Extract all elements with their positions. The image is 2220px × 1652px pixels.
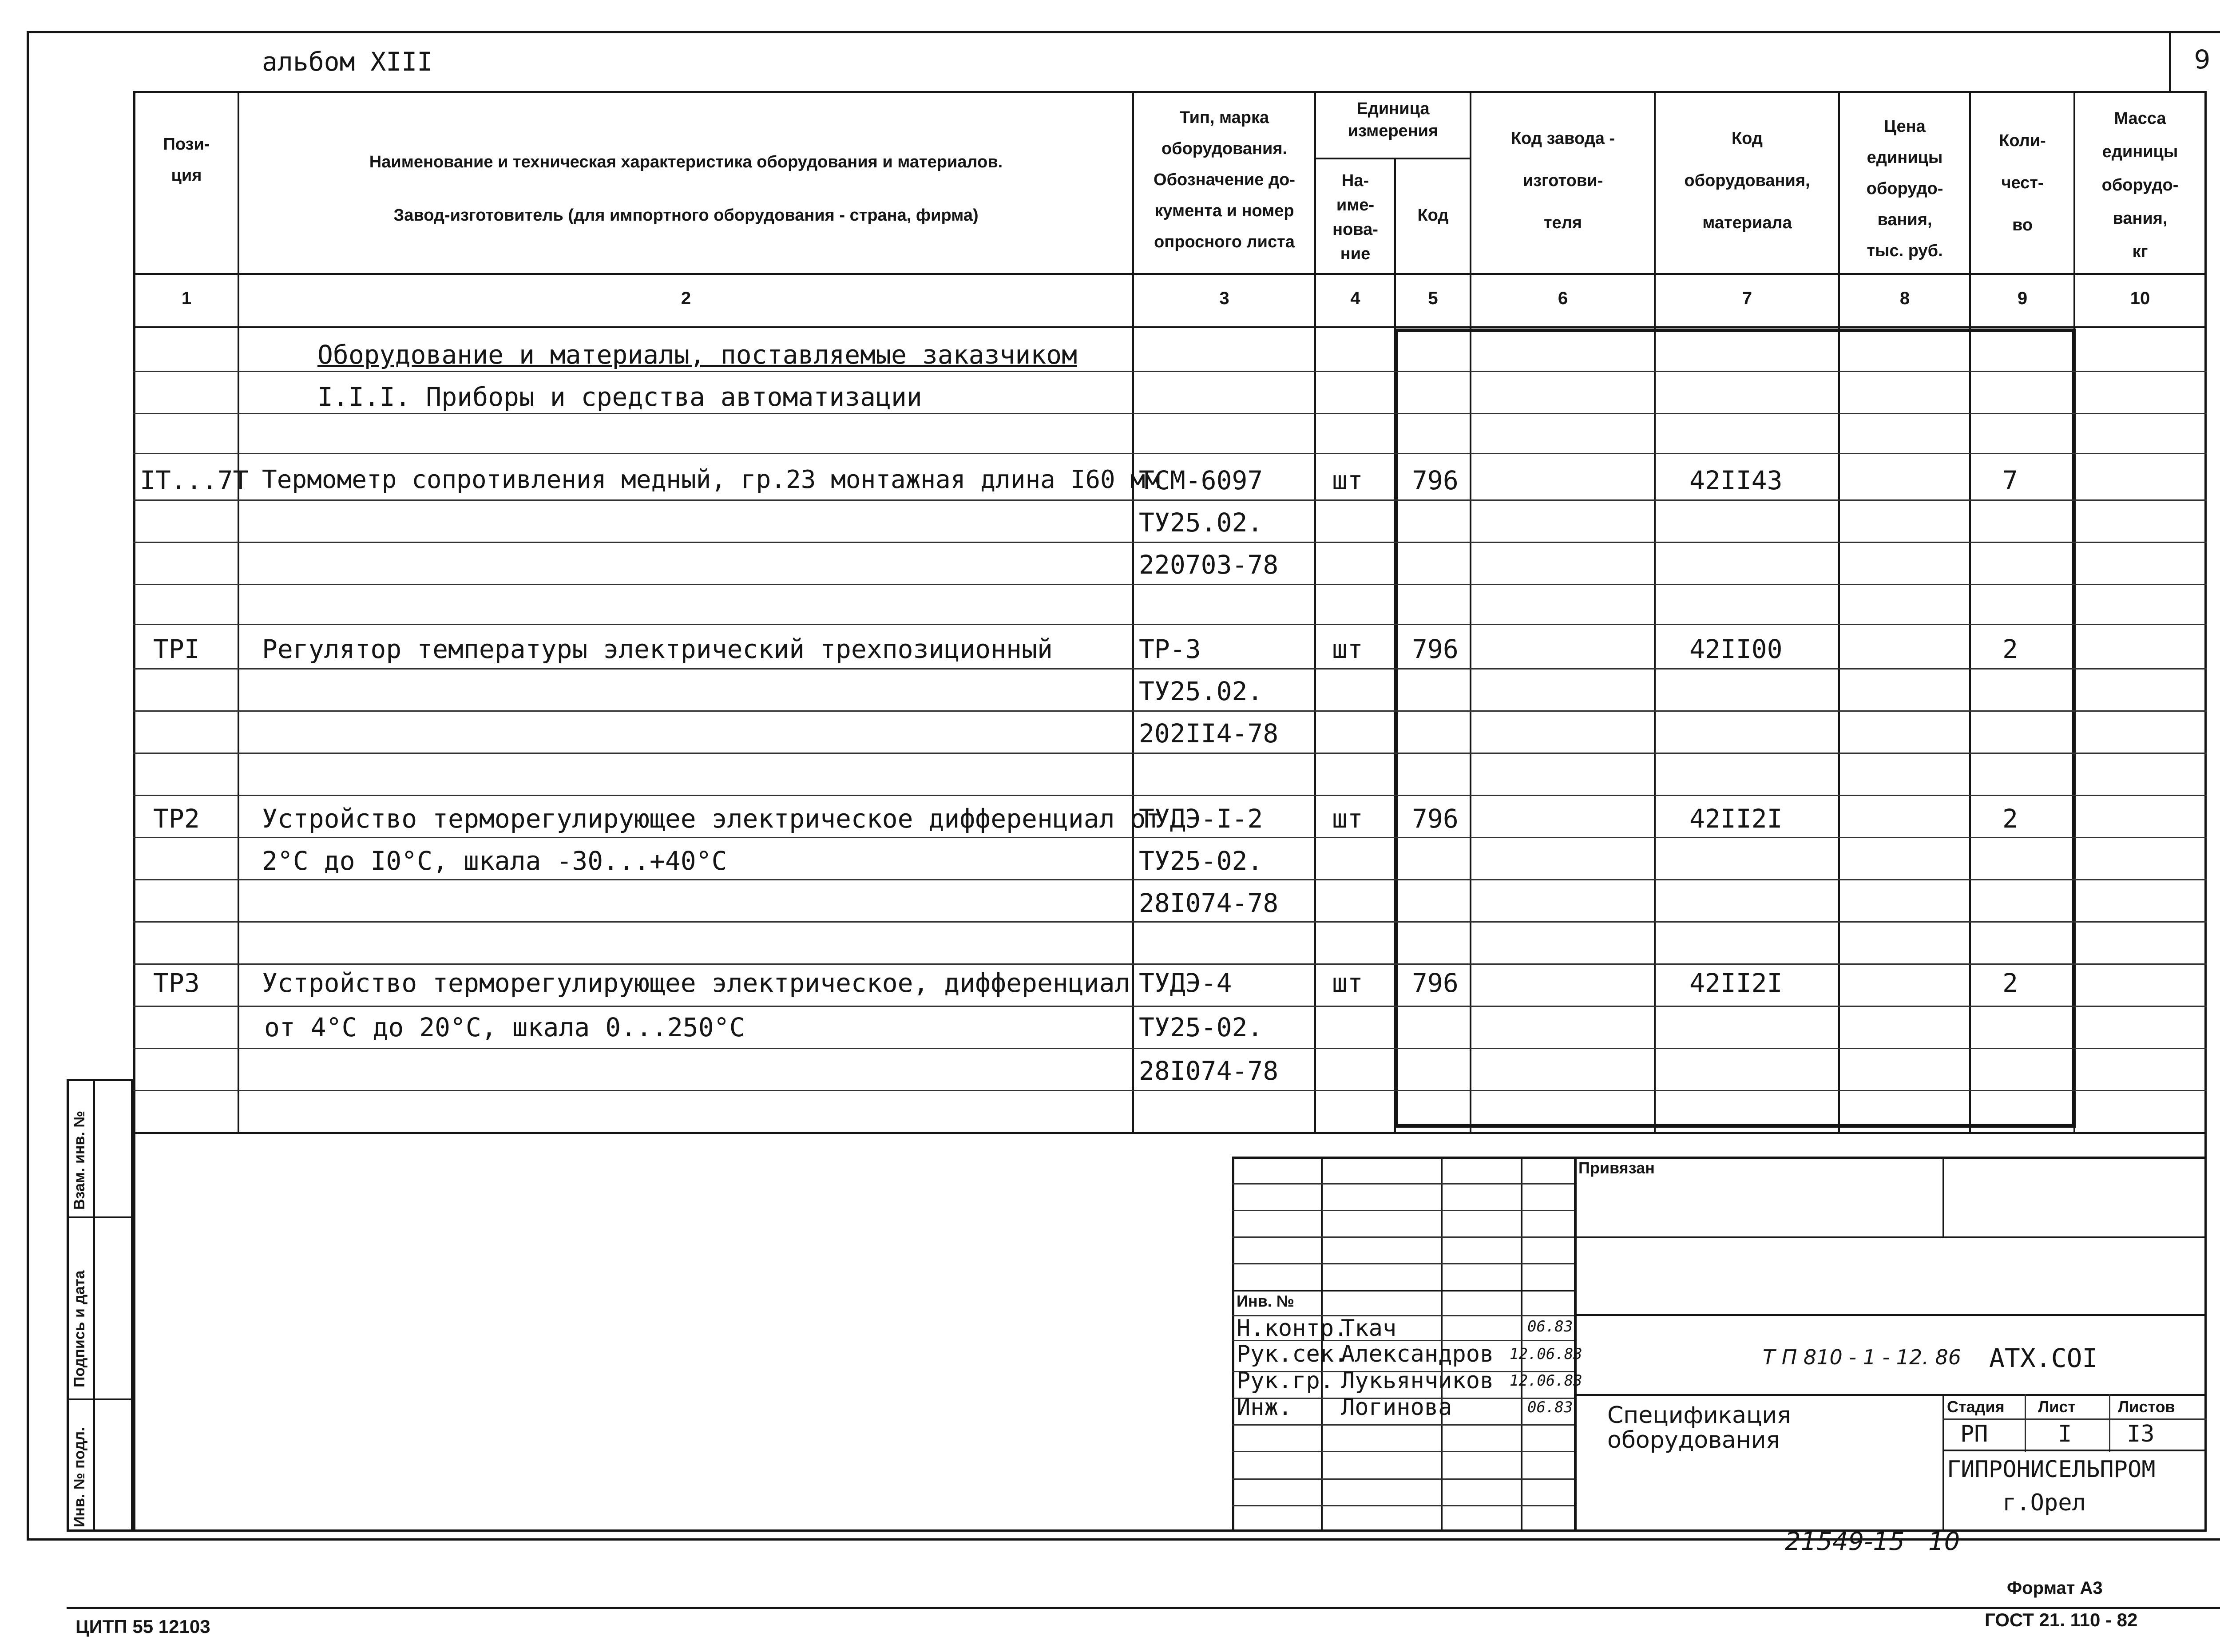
item-position: TPI: [153, 634, 200, 664]
signature-date: 06.83: [1527, 1318, 1573, 1335]
item-qty: 2: [2002, 804, 2018, 834]
item-unit-code: 796: [1412, 968, 1459, 998]
item-name: 2°С до I0°С, шкала -30...+40°С: [262, 846, 727, 876]
tb-hline: [1574, 1236, 2207, 1238]
row-line: [133, 542, 2207, 543]
table-body-bottom: [133, 1132, 2207, 1134]
row-line: [133, 837, 2207, 838]
tb-hline: [1574, 1314, 2207, 1316]
item-qty: 2: [2002, 634, 2018, 664]
unit-group-line: [1314, 158, 1470, 159]
row-line: [133, 1048, 2207, 1049]
row-line: [133, 1006, 2207, 1007]
col-number: 4: [1350, 289, 1360, 308]
signature-date: 12.06.83: [1510, 1345, 1582, 1363]
tb-hline: [1232, 1263, 1574, 1264]
tb-vline: [1942, 1157, 1944, 1236]
row-line: [133, 453, 2207, 454]
sheets-value: I3: [2127, 1421, 2155, 1447]
item-name: Регулятор температуры электрический трехпозиционный: [262, 634, 1053, 664]
signature-role: Рук.сек.: [1237, 1341, 1348, 1367]
page-number-divider: [2169, 31, 2171, 93]
item-qty: 7: [2002, 465, 2018, 495]
item-equip-code: 42II2I: [1689, 804, 1783, 834]
col-number: 9: [2017, 289, 2028, 308]
signature-name: Ткач: [1341, 1315, 1397, 1342]
sheet-label: Лист: [2038, 1398, 2076, 1416]
side-label-inv: Инв. № подл.: [71, 1427, 88, 1527]
item-name: Устройство терморегулирующее электрическое дифференциал от: [262, 804, 1162, 834]
item-unit: шт: [1332, 968, 1363, 998]
tb-vline: [1942, 1394, 1944, 1532]
col-divider-1: [238, 91, 239, 1132]
item-type: ТУ25-02.: [1139, 846, 1263, 876]
side-label-vzam: Взам. инв. №: [71, 1110, 88, 1210]
bottom-rule: [67, 1607, 2220, 1609]
row-line: [133, 795, 2207, 796]
item-position: TP3: [153, 968, 200, 998]
col6-header: Код завода - изготови- теля: [1510, 129, 1615, 232]
tb-hline: [1232, 1451, 1574, 1452]
item-unit: шт: [1332, 804, 1363, 834]
signature-name: Александров: [1341, 1341, 1494, 1367]
tb-hline: [1232, 1210, 1574, 1211]
item-position: IT...7T: [140, 465, 249, 495]
tb-hline: [1574, 1394, 2207, 1396]
item-type: ТУ25.02.: [1139, 676, 1263, 706]
side-stamp-divider: [93, 1079, 95, 1532]
col-number: 5: [1428, 289, 1438, 308]
row-line: [133, 413, 2207, 414]
tb-hline: [1232, 1236, 1574, 1238]
item-equip-code: 42II43: [1689, 465, 1783, 495]
row-line: [133, 921, 2207, 923]
item-position: TP2: [153, 804, 200, 834]
sheet-value: I: [2058, 1421, 2072, 1447]
row-line: [133, 584, 2207, 585]
col-divider-3: [1314, 91, 1316, 1132]
album-label: альбом XIII: [262, 47, 433, 77]
page-number: 9: [2194, 44, 2211, 75]
document-title: Спецификация оборудования: [1607, 1402, 1791, 1454]
item-type: ТСМ-6097: [1139, 465, 1263, 495]
tb-hline: [1232, 1478, 1574, 1480]
item-name: от 4°С до 20°С, шкала 0...250°С: [264, 1012, 745, 1042]
signature-role: Н.контр.: [1237, 1315, 1348, 1342]
item-name: Термометр сопротивления медный, гр.23 монтажная длина I60 мм: [262, 465, 1160, 494]
side-stamp-line: [67, 1216, 133, 1218]
privyazan-label: Привязан: [1578, 1159, 1655, 1177]
stamp-number: 21549-15 10: [1785, 1527, 1960, 1556]
row-line: [133, 499, 2207, 501]
format-label: Формат А3: [2007, 1578, 2103, 1598]
signature-date: 06.83: [1527, 1398, 1573, 1416]
col-number: 8: [1899, 289, 1910, 308]
item-unit-code: 796: [1412, 804, 1459, 834]
tb-vline: [2025, 1394, 2026, 1452]
col7-header: Код оборудования, материала: [1684, 129, 1810, 232]
col5-header: Код: [1417, 206, 1449, 225]
item-unit: шт: [1332, 465, 1363, 495]
col1-header: Пози- ция: [163, 135, 210, 185]
signature-role: Инж.: [1237, 1394, 1292, 1421]
row-line: [133, 963, 2207, 965]
sheet-code: АТХ.СОI: [1989, 1343, 2098, 1373]
col9-header: Коли- чест- во: [1999, 131, 2046, 234]
tb-hline: [1942, 1450, 2207, 1451]
row-line: [133, 879, 2207, 880]
tb-hline: [1232, 1183, 1574, 1185]
item-qty: 2: [2002, 968, 2018, 998]
item-equip-code: 42II2I: [1689, 968, 1783, 998]
thick-region: [1394, 329, 2076, 1128]
col3-header: Тип, марка оборудования. Обозначение до- кумента и номер опросного листа: [1154, 108, 1295, 251]
tb-hline: [1232, 1424, 1574, 1426]
tb-vline: [1574, 1157, 1577, 1532]
tb-hline: [1232, 1505, 1574, 1506]
item-equip-code: 42II00: [1689, 634, 1783, 664]
organization: ГИПРОНИСЕЛЬПРОМ: [1947, 1456, 2156, 1483]
item-type: 28I074-78: [1139, 888, 1279, 918]
col-divider-2: [1132, 91, 1134, 1132]
item-type: 28I074-78: [1139, 1056, 1279, 1086]
city: г.Орел: [2002, 1490, 2086, 1516]
section-title: Оборудование и материалы, поставляемые заказчиком: [317, 340, 1078, 370]
item-name: Устройство терморегулирующее электрическое, дифференциал: [262, 968, 1130, 998]
inv-no-label: Инв. №: [1237, 1292, 1294, 1310]
col2-header: Наименование и техническая характеристика оборудования и материалов. Завод-изготовитель (для импортного оборудования - страна, фирма): [369, 153, 1003, 225]
side-label-podpis: Подпись и дата: [71, 1270, 88, 1387]
item-type: 202II4-78: [1139, 718, 1279, 749]
document-code: Т П 810 - 1 - 12. 86: [1763, 1345, 1961, 1369]
row-line: [133, 753, 2207, 754]
item-type: ТР-3: [1139, 634, 1201, 664]
column-number-line: [133, 326, 2207, 328]
col4-header: На- име- нова- ние: [1332, 171, 1378, 263]
side-stamp-line: [67, 1398, 133, 1400]
col-number: 10: [2130, 289, 2150, 308]
unit-group-header: Единица измерения: [1348, 99, 1439, 140]
stage-label: Стадия: [1947, 1398, 2005, 1416]
item-type: 220703-78: [1139, 550, 1279, 580]
tb-vline: [1521, 1157, 1522, 1532]
col-number: 1: [181, 289, 192, 308]
item-type: ТУ25.02.: [1139, 507, 1263, 538]
signature-date: 12.06.83: [1510, 1372, 1582, 1390]
sheets-label: Листов: [2118, 1398, 2175, 1416]
stage-value: РП: [1960, 1421, 1988, 1447]
tb-hline: [1942, 1418, 2207, 1420]
item-unit-code: 796: [1412, 634, 1459, 664]
item-type: ТУ25-02.: [1139, 1012, 1263, 1042]
row-line: [133, 624, 2207, 625]
tb-vline: [2109, 1394, 2110, 1452]
header-bottom-line: [133, 273, 2207, 275]
item-type: ТУДЭ-I-2: [1139, 804, 1263, 834]
col-number: 7: [1742, 289, 1752, 308]
item-type: ТУДЭ-4: [1139, 968, 1232, 998]
col-number: 2: [681, 289, 691, 308]
col-number: 3: [1219, 289, 1229, 308]
row-line: [133, 668, 2207, 670]
signature-role: Рук.гр.: [1237, 1367, 1334, 1394]
signature-name: Лукьянчиков: [1341, 1367, 1494, 1394]
col10-header: Масса единицы оборудо- вания, кг: [2101, 109, 2179, 261]
item-unit-code: 796: [1412, 465, 1459, 495]
citp-label: ЦИТП 55 12103: [75, 1616, 210, 1637]
col-number: 6: [1558, 289, 1568, 308]
gost-label: ГОСТ 21. 110 - 82: [1985, 1609, 2138, 1630]
col8-header: Цена единицы оборудо- вания, тыс. руб.: [1866, 117, 1943, 260]
row-line: [133, 710, 2207, 712]
row-line: [133, 1090, 2207, 1091]
row-line: [133, 371, 2207, 372]
item-unit: шт: [1332, 634, 1363, 664]
tb-hline: [1232, 1290, 1574, 1291]
section-subtitle: I.I.I. Приборы и средства автоматизации: [317, 382, 922, 412]
signature-name: Логинова: [1341, 1394, 1452, 1421]
